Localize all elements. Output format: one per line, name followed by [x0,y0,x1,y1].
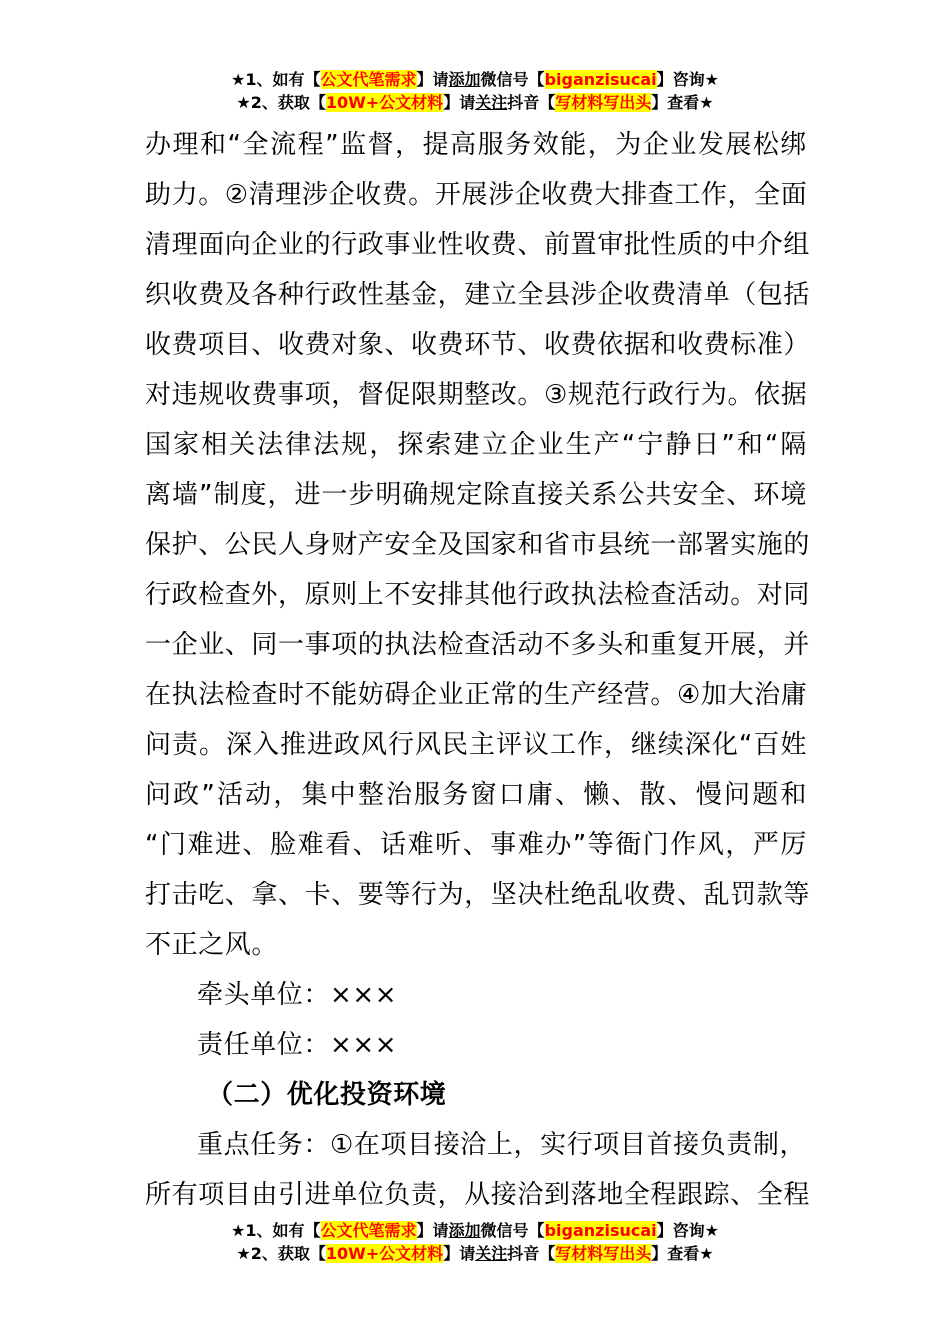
body-line: 助力。②清理涉企收费。开展涉企收费大排查工作，全面 [145,180,808,210]
footer-banner [0,1219,950,1265]
body-line: 在执法检查时不能妨碍企业正常的生产经营。④加大治庸 [145,680,808,710]
header-banner [0,68,950,114]
banner-text: 微信号【 [480,70,545,89]
body-line: 不正之风。 [145,930,279,960]
body-line: 办理和“全流程”监督，提高服务效能，为企业发展松绑 [145,130,807,160]
body-line: 保护、公民人身财产安全及国家和省市县统一部署实施的 [145,530,811,560]
responsible-unit: 责任单位：××× [197,1030,398,1060]
banner-text: 抖音【 [507,93,556,112]
banner-text: 】查看★ [651,1244,714,1263]
body-line: 清理面向企业的行政事业性收费、前置审批性质的中介组 [145,230,811,260]
banner-line-1 [0,1219,950,1242]
banner-text: ★2、获取【 [236,93,326,112]
section-heading: （二）优化投资环境 [207,1080,447,1110]
body-line: 收费项目、收费对象、收费环节、收费依据和收费标准） [145,330,811,360]
banner-text: 】查看★ [651,93,714,112]
banner-text: ★2、获取【 [236,1244,326,1263]
banner-emphasis: 关注 [475,1244,508,1263]
body-line: 行政检查外，原则上不安排其他行政执法检查活动。对同 [145,580,811,610]
banner-text: 】请 [416,70,449,89]
lead-unit: 牵头单位：××× [197,980,398,1010]
banner-text: 】请 [443,1244,476,1263]
banner-text: 】咨询★ [656,1221,719,1240]
body-line: “门难进、脸难看、话难听、事难办”等衙门作风，严厉 [145,830,807,860]
body-line: 一企业、同一事项的执法检查活动不多头和重复开展，并 [145,630,811,660]
banner-text: ★1、如有【 [231,1221,321,1240]
body-line: 离墙”制度，进一步明确规定除直接关系公共安全、环境 [145,480,807,510]
banner-text: 】咨询★ [656,70,719,89]
banner-highlight: 公文代笔需求 [320,70,417,89]
banner-highlight: 10W+公文材料 [325,1244,444,1263]
task-line: 所有项目由引进单位负责，从接洽到落地全程跟踪、全程 [145,1180,811,1210]
banner-highlight: 公文代笔需求 [320,1221,417,1240]
banner-emphasis: 关注 [475,93,508,112]
body-line: 问政”活动，集中整治服务窗口庸、懒、散、慢问题和 [145,780,807,810]
banner-line-2 [0,91,950,114]
banner-text: ★1、如有【 [231,70,321,89]
banner-text: 】请 [416,1221,449,1240]
task-line: 重点任务：①在项目接洽上，实行项目首接负责制， [197,1130,807,1160]
body-line: 问责。深入推进政风行风民主评议工作，继续深化“百姓 [145,730,807,760]
banner-text: 微信号【 [480,1221,545,1240]
banner-emphasis: 添加 [448,70,481,89]
banner-emphasis: 添加 [448,1221,481,1240]
banner-text: 抖音【 [507,1244,556,1263]
body-line: 国家相关法律法规，探索建立企业生产“宁静日”和“隔 [145,430,807,460]
body-line: 织收费及各种行政性基金，建立全县涉企收费清单（包括 [145,280,811,310]
banner-line-1 [0,68,950,91]
banner-highlight: 10W+公文材料 [325,93,444,112]
banner-highlight: 写材料写出头 [555,1244,652,1263]
body-line: 对违规收费事项，督促限期整改。③规范行政行为。依据 [145,380,808,410]
banner-highlight: biganzisucai [544,70,657,89]
document-body [145,120,811,1220]
banner-text: 】请 [443,93,476,112]
banner-line-2 [0,1242,950,1265]
banner-highlight: biganzisucai [544,1221,657,1240]
body-line: 打击吃、拿、卡、要等行为，坚决杜绝乱收费、乱罚款等 [145,880,811,910]
banner-highlight: 写材料写出头 [555,93,652,112]
